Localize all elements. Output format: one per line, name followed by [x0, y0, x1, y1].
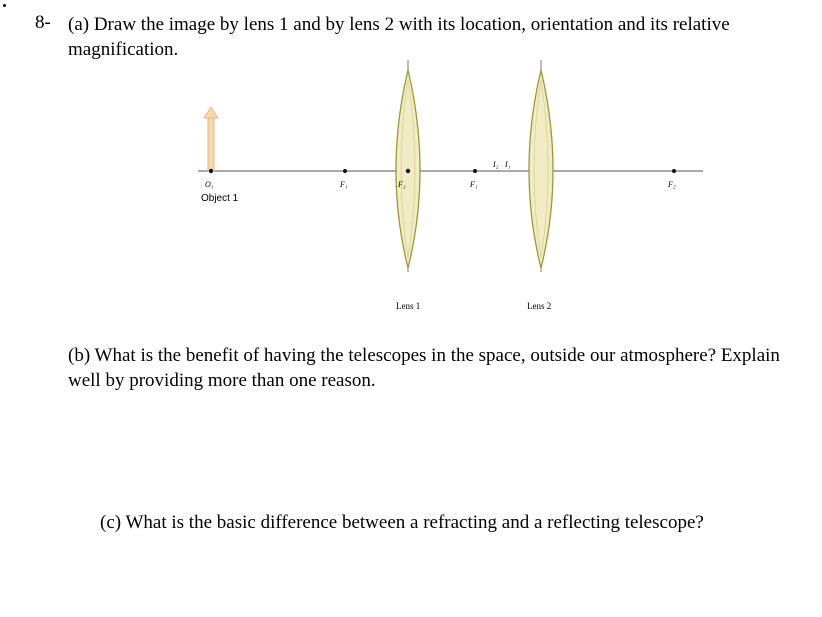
question-part-b: (b) What is the benefit of having the telescopes in the space, outside our atmosphere? Explain well by providing more than one reason.: [68, 345, 780, 391]
question-part-c: (c) What is the basic difference between a refracting and a reflecting telescope?: [100, 512, 704, 533]
label-f2-left: F₂: [398, 180, 406, 189]
lens-2: [529, 60, 553, 272]
point-f1-right: [473, 169, 477, 173]
label-o1: O₁: [205, 180, 214, 189]
question-number: 8-: [35, 12, 51, 33]
object-arrow: [204, 107, 218, 171]
point-f2-right: [672, 169, 676, 173]
label-f1-left: F₁: [340, 180, 348, 189]
label-lens-2: Lens 2: [527, 301, 552, 311]
question-part-a: (a) Draw the image by lens 1 and by lens 2 with its location, orientation and its relative magnification.: [68, 14, 730, 60]
label-i1: I₁: [505, 160, 511, 169]
point-o1: [209, 169, 213, 173]
label-i2: I₂: [493, 160, 499, 169]
label-lens-1: Lens 1: [396, 301, 421, 311]
lens-1: [396, 60, 420, 272]
label-f1-right: F₁: [470, 180, 478, 189]
label-object-1: Object 1: [201, 193, 239, 204]
point-f2-left: [406, 169, 410, 173]
label-f2-right: F₂: [668, 180, 676, 189]
point-f1-left: [343, 169, 347, 173]
